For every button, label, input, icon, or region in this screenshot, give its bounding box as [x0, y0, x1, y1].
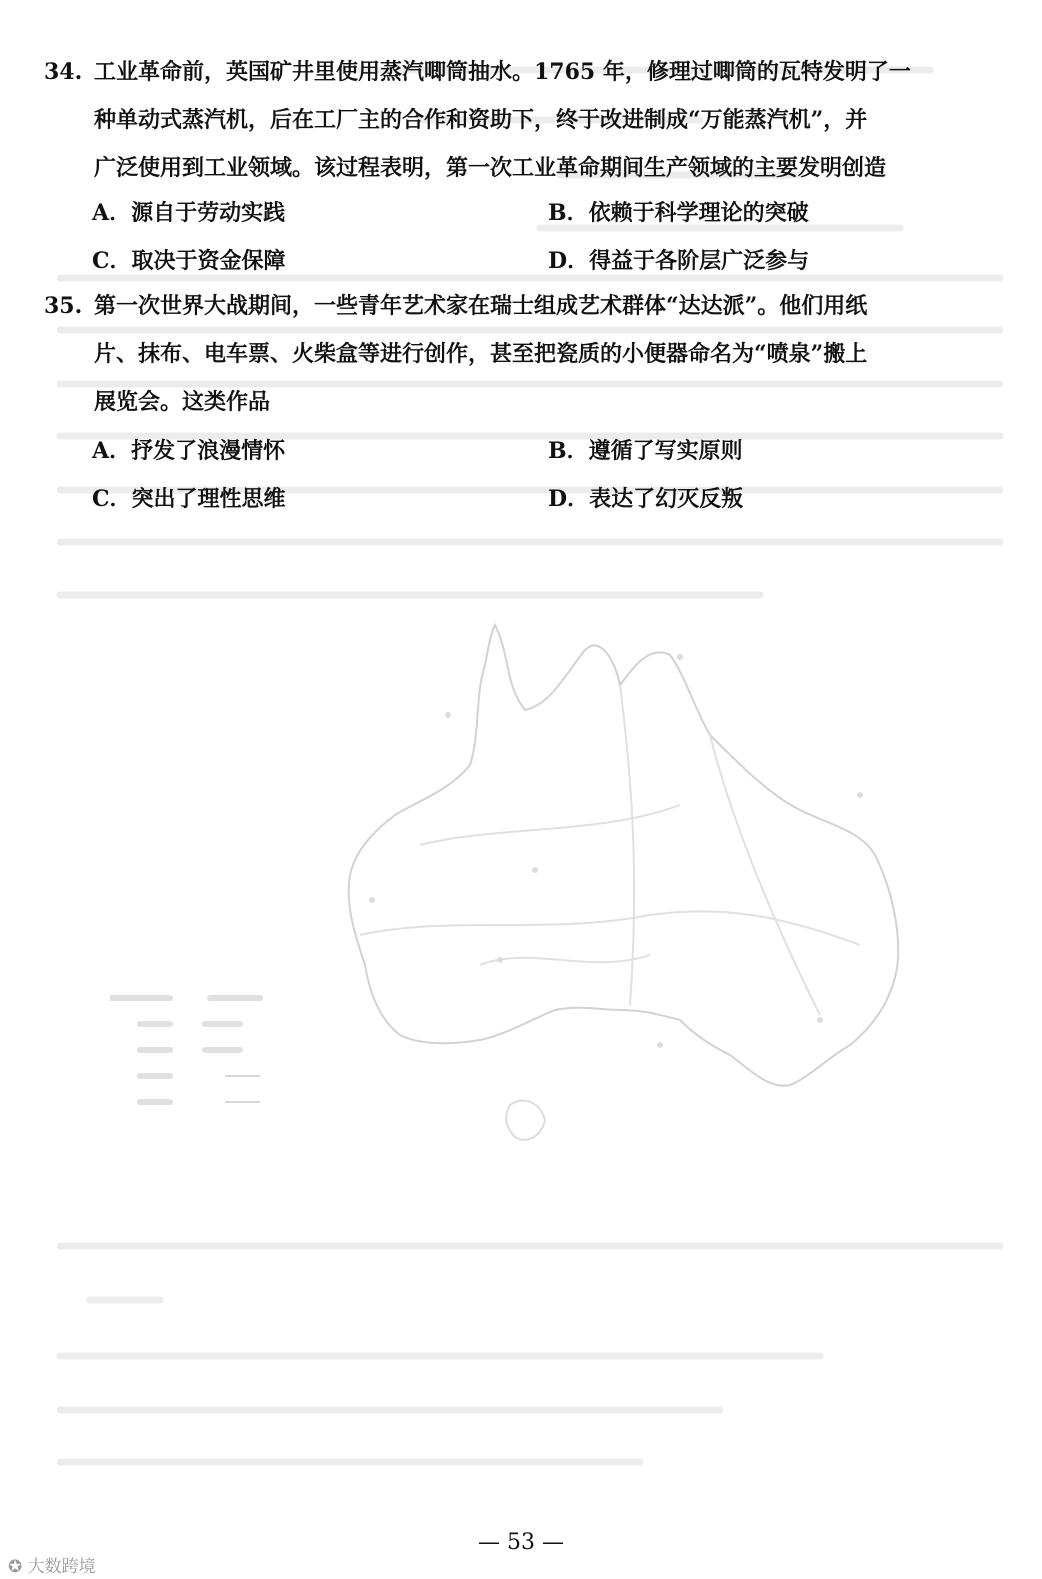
question-text-line: 工业革命前，英国矿井里使用蒸汽唧筒抽水。1765 年，修理过唧筒的瓦特发明了一 [94, 59, 911, 85]
question-35 [44, 282, 1002, 426]
watermark-logo-icon: ✪ [8, 1557, 23, 1577]
question-text-line: 第一次世界大战期间，一些青年艺术家在瑞士组成艺术群体“达达派”。他们用纸 [94, 293, 868, 319]
option-a: A．源自于劳动实践 [92, 200, 286, 226]
question-number: 35. [44, 293, 83, 319]
question-number: 34. [44, 59, 83, 85]
question-text-line: 种单动式蒸汽机，后在工厂主的合作和资助下，终于改进制成“万能蒸汽机”，并 [94, 107, 868, 133]
watermark [8, 1552, 96, 1577]
option-c: C．取决于资金保障 [92, 248, 286, 274]
question-text-line: 广泛使用到工业领域。该过程表明，第一次工业革命期间生产领域的主要发明创造 [94, 155, 887, 181]
watermark-text: 大数跨境 [27, 1557, 96, 1577]
faint-map-illustration [300, 615, 920, 1175]
option-b: B．遵循了写实原则 [548, 438, 743, 464]
faint-map-legend [110, 990, 270, 1120]
page-number: — 53 — [478, 1530, 564, 1555]
option-c: C．突出了理性思维 [92, 486, 286, 512]
option-b: B．依赖于科学理论的突破 [548, 200, 809, 226]
option-d: D．表达了幻灭反叛 [548, 486, 744, 512]
option-a: A．抒发了浪漫情怀 [92, 438, 286, 464]
question-text-line: 片、抹布、电车票、火柴盒等进行创作，甚至把瓷质的小便器命名为“喷泉”搬上 [94, 341, 868, 367]
question-34 [44, 48, 1002, 192]
question-text-line: 展览会。这类作品 [94, 389, 271, 415]
option-d: D．得益于各阶层广泛参与 [548, 248, 810, 274]
